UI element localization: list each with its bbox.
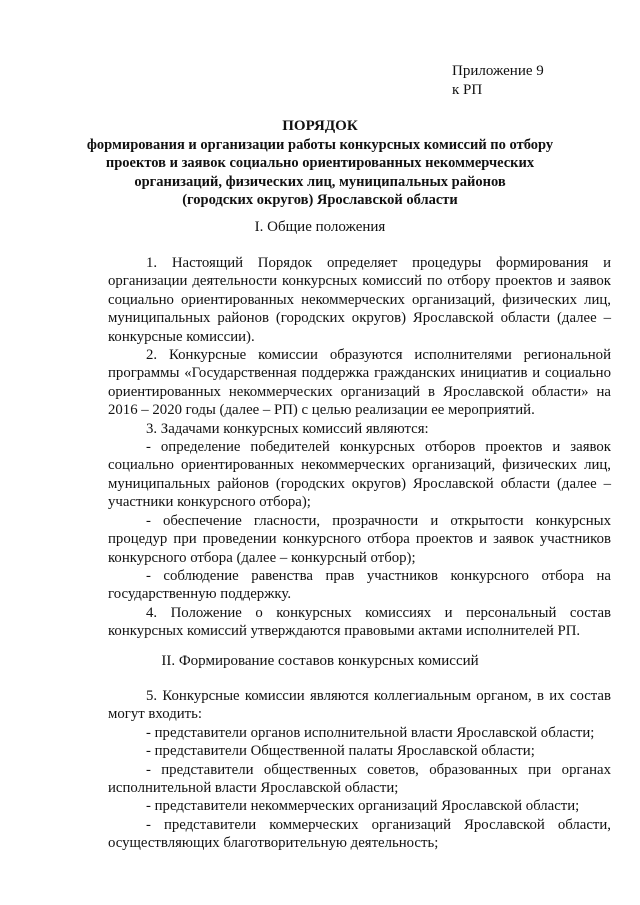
paragraph: - определение победителей конкурсных отборов проектов и заявок социально ориентированных некоммерческих организаций, физических лиц, муниципальных районов (городских округов) Ярославской области (далее – участники конкурсного отбора); — [108, 439, 611, 511]
paragraph: - соблюдение равенства прав участников конкурсного отбора на государственную поддержку. — [108, 567, 611, 603]
paragraph: 3. Задачами конкурсных комиссий являются: — [146, 420, 429, 437]
appendix-number: Приложение 9 — [452, 63, 544, 79]
title-line: (городских округов) Ярославской области — [182, 192, 458, 208]
section-2-body — [108, 687, 611, 853]
document-title — [60, 117, 580, 210]
title-line: формирования и организации работы конкурсных комиссий по отбору — [86, 136, 554, 153]
paragraph: 5. Конкурсные комиссии являются коллегиальным органом, в их состав могут входить: — [108, 688, 611, 723]
title-main: ПОРЯДОК — [282, 118, 358, 134]
title-line: организаций, физических лиц, муниципальных районов — [134, 173, 506, 190]
paragraph: 1. Настоящий Порядок определяет процедуры формирования и организации деятельности конкурсных комиссий по отбору проектов и заявок социально ориентированных некоммерческих организаций, физических лиц, муниципальных районов (городских округов) Ярославской области (далее – конкурсные комиссии). — [108, 255, 611, 345]
section-heading-1: I. Общие положения — [254, 219, 386, 235]
paragraph: - представители Общественной палаты Ярославской области; — [146, 743, 535, 760]
paragraph: 2. Конкурсные комиссии образуются исполнителями региональной программы «Государственная поддержка гражданских инициатив и социально ориентированных некоммерческих организаций в Ярославской области» на 2016 – 2020 годы (далее – РП) с целью реализации ее мероприятий. — [108, 347, 611, 419]
paragraph: - представители коммерческих организаций Ярославской области, осуществляющих благотворительную деятельность; — [108, 816, 611, 852]
section-1-body — [108, 254, 611, 641]
appendix-note — [452, 62, 544, 100]
paragraph: 4. Положение о конкурсных комиссиях и персональный состав конкурсных комиссий утверждаются правовыми актами исполнителей РП. — [108, 604, 611, 640]
paragraph: - представители общественных советов, образованных при органах исполнительной власти Ярославской области; — [108, 761, 611, 797]
paragraph: - обеспечение гласности, прозрачности и открытости конкурсных процедур при проведении конкурсного отбора проектов и заявок участников конкурсного отбора (далее – конкурсный отбор); — [108, 512, 611, 566]
section-heading-2: II. Формирование составов конкурсных комиссий — [161, 653, 479, 669]
paragraph: - представители органов исполнительной власти Ярославской области; — [146, 724, 595, 741]
appendix-reference: к РП — [452, 82, 483, 98]
title-line: проектов и заявок социально ориентированных некоммерческих — [105, 155, 535, 171]
paragraph: - представители некоммерческих организаций Ярославской области; — [146, 798, 580, 815]
